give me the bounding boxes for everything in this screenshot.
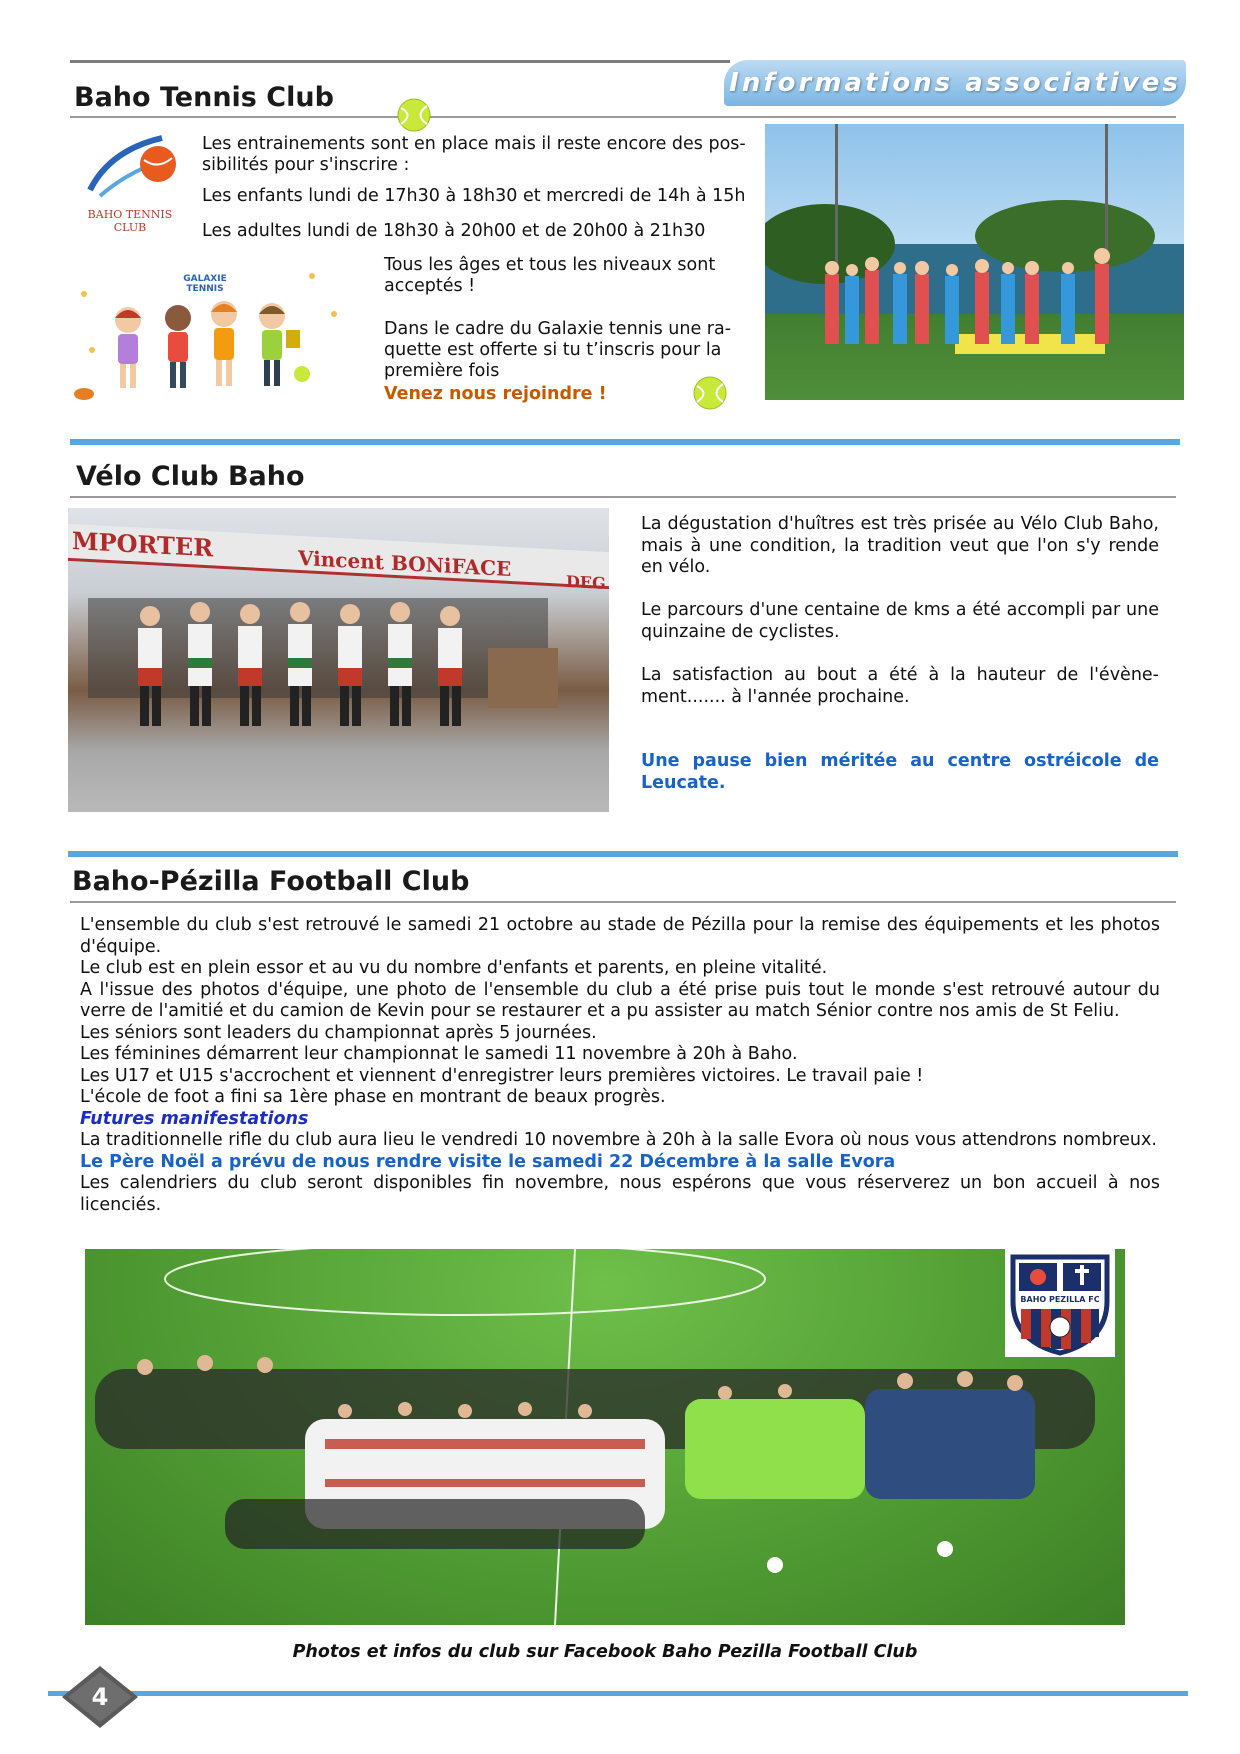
tennis-galaxie-2: quette est offerte si tu t’inscris pour la <box>384 340 722 360</box>
galaxie-tennis-label: GALAXIE TENNIS <box>183 274 227 294</box>
football-noel: Le Père Noël a prévu de nous rendre visite le samedi 22 Décembre à la salle Evora <box>80 1151 896 1172</box>
football-calendriers: Les calendriers du club seront disponibles fin novembre, nous espérons que vous réserverez un bon accueil à nos licenciés. <box>80 1173 1160 1215</box>
tennis-cta: Venez nous rejoindre ! <box>384 384 607 404</box>
footer-rule <box>48 1691 1188 1696</box>
football-line-6: Les U17 et U15 s'accrochent et viennent d'enregistrer leurs premières victoires. Le travail paie ! <box>80 1065 924 1086</box>
velo-highlight: Une pause bien méritée au centre ostréicole de Leucate. <box>641 751 1159 793</box>
football-line-2: Le club est en plein essor et au vu du nombre d'enfants et parents, en pleine vitalité. <box>80 958 828 978</box>
velo-title-rule <box>70 496 1176 498</box>
football-title: Baho-Pézilla Football Club <box>72 866 470 897</box>
tennis-line-2: sibilités pour s'inscrire : <box>202 155 410 175</box>
page-number: 4 <box>91 1683 109 1711</box>
football-line-7: L'école de foot a fini sa 1ère phase en montrant de beaux progrès. <box>80 1087 666 1107</box>
tennis-group-photo <box>765 124 1184 400</box>
velo-paragraph-1: La dégustation d'huîtres est très prisée au Vélo Club Baho, mais à une condition, la tradition veut que l'on s'y rende en vélo. <box>641 514 1159 577</box>
tennis-ages-1: Tous les âges et tous les niveaux sont <box>384 255 716 275</box>
football-club-badge <box>1005 1249 1115 1357</box>
football-group-photo <box>85 1249 1125 1625</box>
tennis-title-rule <box>70 116 1176 118</box>
storefront-text-1: MPORTER <box>72 526 214 563</box>
tennis-galaxie-3: première fois <box>384 361 500 381</box>
storefront-text-2: Vincent BONiFACE <box>298 545 512 582</box>
velo-paragraph-3: La satisfaction au bout a été à la hauteur de l'évène-ment....... à l'année prochaine. <box>641 665 1159 707</box>
velo-bottom-rule <box>68 851 1178 857</box>
galaxie-tennis-illustration <box>72 254 342 404</box>
tennis-line-3: Les enfants lundi de 17h30 à 18h30 et mercredi de 14h à 15h <box>202 186 746 206</box>
football-line-5: Les féminines démarrent leur championnat le samedi 11 novembre à 20h à Baho. <box>80 1044 798 1064</box>
futures-heading: Futures manifestations <box>80 1108 309 1129</box>
football-line-3: A l'issue des photos d'équipe, une photo de l'ensemble du club a été prise puis tout le monde s'est retrouvé autour du verre de l'amitié et du camion de Kevin pour se restaurer et a pu assister au match Sénior contre nos amis de St Feliu. <box>80 979 1160 1021</box>
football-rifle: La traditionnelle rifle du club aura lieu le vendredi 10 novembre à 20h à la salle Evora où nous vous attendrons nombreux. <box>80 1130 1157 1150</box>
football-title-rule <box>70 901 1176 903</box>
section-tab: Informations associatives <box>724 60 1186 106</box>
velo-paragraph-2: Le parcours d'une centaine de kms a été accompli par une quinzaine de cyclistes. <box>641 600 1159 642</box>
tennis-title: Baho Tennis Club <box>74 82 334 113</box>
football-caption: Photos et infos du club sur Facebook Baho Pezilla Football Club <box>292 1642 918 1662</box>
tennis-galaxie-1: Dans le cadre du Galaxie tennis une ra- <box>384 319 732 339</box>
velo-group-photo <box>68 508 609 812</box>
top-rule <box>70 60 730 63</box>
tennis-club-logo <box>70 130 190 234</box>
football-line-1: L'ensemble du club s'est retrouvé le samedi 21 octobre au stade de Pézilla pour la remise des équipements et les photos d'équipe. <box>80 915 1160 957</box>
page-number-badge <box>60 1664 140 1730</box>
football-line-4: Les séniors sont leaders du championnat après 5 journées. <box>80 1022 597 1043</box>
tennis-ball-icon-2 <box>693 376 727 410</box>
tennis-bottom-rule <box>70 439 1180 445</box>
football-text <box>80 915 1160 1216</box>
tennis-ages-2: acceptés ! <box>384 276 476 296</box>
tennis-ball-icon <box>397 98 431 132</box>
tennis-line-4: Les adultes lundi de 18h30 à 20h00 et de 20h00 à 21h30 <box>202 221 706 241</box>
velo-title: Vélo Club Baho <box>76 461 305 492</box>
badge-text: BAHO PEZILLA FC <box>1020 1295 1100 1304</box>
tennis-logo-text: BAHO TENNIS CLUB <box>87 208 173 234</box>
storefront-text-3: DEG <box>566 571 606 594</box>
tennis-line-1: Les entrainements sont en place mais il reste encore des pos- <box>202 134 746 154</box>
